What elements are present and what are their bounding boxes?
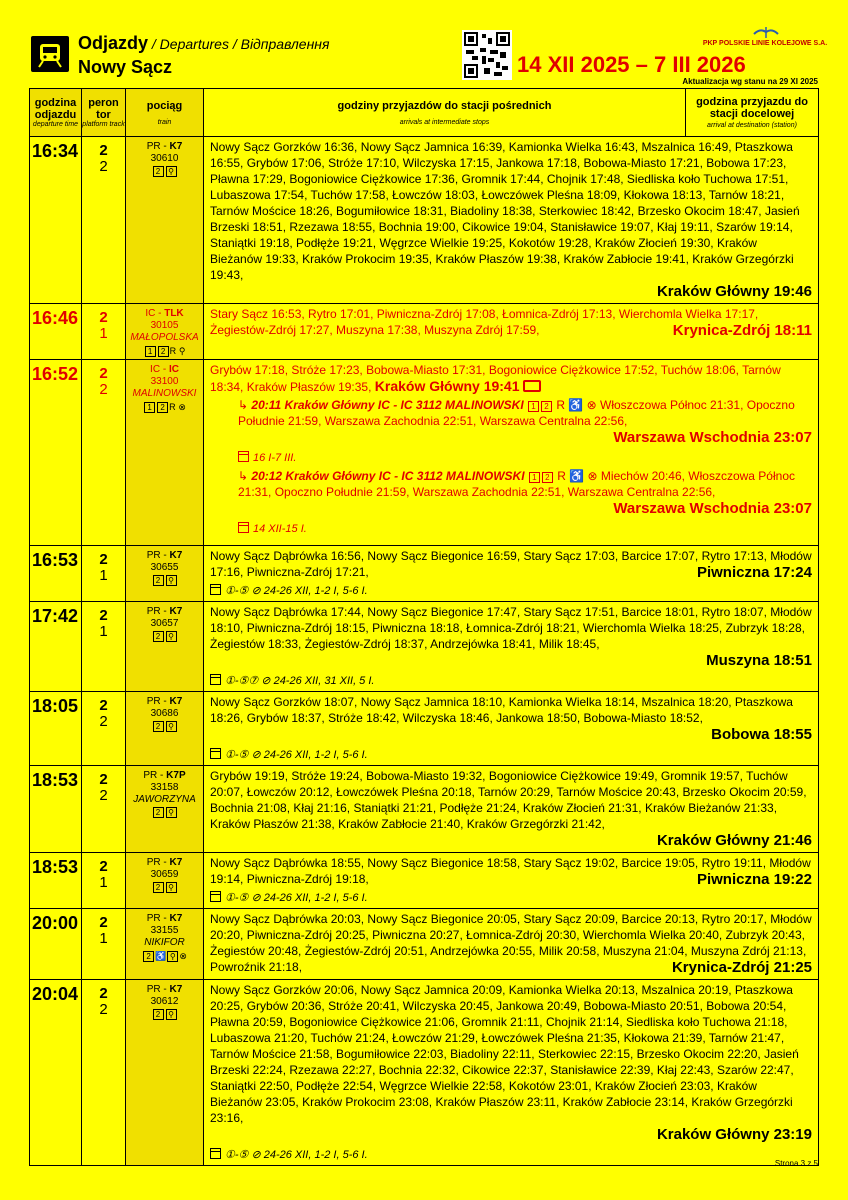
class-2-icon: 2 bbox=[153, 721, 164, 732]
bicycle-icon: ⚲ bbox=[166, 166, 177, 177]
class-2-icon: 2 bbox=[158, 346, 169, 357]
calendar-icon bbox=[210, 1148, 221, 1159]
train-info: PR - K7 30659 2 ⚲ bbox=[126, 853, 204, 909]
restaurant-icon: ⊗ bbox=[179, 951, 187, 961]
calendar-icon bbox=[210, 674, 221, 685]
platform-track: 2 1 bbox=[82, 909, 126, 980]
table-header-row bbox=[30, 89, 819, 137]
bicycle-icon: ⚲ bbox=[166, 575, 177, 586]
table-row bbox=[30, 304, 819, 360]
destination: Krynica-Zdrój 18:11 bbox=[672, 322, 812, 339]
platform-track: 2 2 bbox=[82, 137, 126, 304]
update-note: Aktualizacja wg stanu na 29 XI 2025 bbox=[682, 77, 818, 86]
stops-cell: Grybów 17:18, Stróże 17:23, Bobowa-Miasto 17:31, Bogoniowice Ciężkowice 17:52, Tuchów 18:06, Tarnów 18:34, Kraków Płaszów 19:35, Kraków Główny 19:41 ↳ 20:11 Kraków Główny IC - IC 3112 MALINOWSKI 1 2 R ♿ ⊗ Włoszczowa Północ 21:31, Opoczno Południe 21:59, Warszawa Zachodnia 22:51, Warszawa Centralna 22:56, Warszawa Wschodnia 23:07 16 I-7 III. ↳ 20:12 Kraków Główny IC - IC 3112 MALINOWSKI 1 2 R ♿ ⊗ Miechów 20:46, Włoszczowa Północ 21:31, Opoczno Południe 21:59, Warszawa Zachodnia 22:51, Warszawa Centralna 22:56, Warszawa Wschodnia 23:07 14 XII-15 I. bbox=[204, 360, 819, 546]
class-2-icon: 2 bbox=[153, 1009, 164, 1020]
stops-cell: Nowy Sącz Gorzków 16:36, Nowy Sącz Jamnica 16:39, Kamionka Wielka 16:43, Mszalnica 16:49, Ptaszkowa 16:55, Grybów 17:06, Stróże 17:10, Wilczyska 17:15, Jankowa 17:18, Bobowa-Miasto 17:21, Bobowa 17:23, Pławna 17:29, Bogoniowice Ciężkowice 17:36, Gromnik 17:44, Chojnik 17:48, Siedliska koło Tuchowa 17:51, Lubaszowa 17:54, Tuchów 17:58, Łowczów 18:03, Łowczówek Pleśna 18:09, Kłokowa 18:13, Tarnów 18:21, Tarnów Mościce 18:26, Bogumiłowice 18:31, Biadoliny 18:38, Sterkowiec 18:42, Brzesko Okocim 18:47, Jasień Brzeski 18:51, Rzezawa 18:55, Bochnia 19:00, Cikowice 19:04, Stanisławice 19:07, Kłaj 19:11, Szarów 19:14, Staniątki 19:18, Podłęże 19:21, Węgrzce Wielkie 19:25, Kokotów 19:28, Kraków Złocień 19:30, Kraków Bieżanów 19:33, Kraków Prokocim 19:35, Kraków Płaszów 19:38, Kraków Zabłocie 19:41, Kraków Grzegórzki 19:43, Kraków Główny 19:46 bbox=[204, 137, 819, 304]
train-info: PR - K7 30655 2 ⚲ bbox=[126, 546, 204, 602]
class-2-icon: 2 bbox=[153, 882, 164, 893]
connection-destination: Warszawa Wschodnia 23:07 bbox=[613, 500, 812, 517]
departure-time: 20:04 bbox=[30, 980, 82, 1166]
table-row bbox=[30, 692, 819, 766]
col-header-time: godzina odjazdu departure time bbox=[30, 89, 82, 137]
transfer-station: Kraków Główny 19:41 bbox=[374, 378, 520, 394]
class-2-icon: 2 bbox=[153, 807, 164, 818]
col-header-stops: godziny przyjazdów do stacji pośrednich arrivals at intermediate stops bbox=[204, 89, 686, 137]
bicycle-icon: ⚲ bbox=[167, 951, 178, 962]
bicycle-icon: ⚲ bbox=[166, 721, 177, 732]
qr-code-icon bbox=[462, 30, 512, 80]
platform-track: 2 1 bbox=[82, 304, 126, 360]
departure-time: 18:05 bbox=[30, 692, 82, 766]
platform-track: 2 2 bbox=[82, 980, 126, 1166]
stops-cell: Nowy Sącz Dąbrówka 18:55, Nowy Sącz Biegonice 18:58, Stary Sącz 19:02, Barcice 19:05, Rytro 19:11, Młodów 19:14, Piwniczna-Zdrój 19:18, Piwniczna 19:22 ①-⑤ ⊘ 24-26 XII, 1-2 I, 5-6 I. bbox=[204, 853, 819, 909]
platform-track: 2 1 bbox=[82, 546, 126, 602]
table-row bbox=[30, 546, 819, 602]
platform-track: 2 2 bbox=[82, 766, 126, 853]
destination: Krynica-Zdrój 21:25 bbox=[671, 959, 812, 976]
class-1-icon: 1 bbox=[144, 402, 155, 413]
bicycle-icon: ⚲ bbox=[166, 882, 177, 893]
destination: Piwniczna 19:22 bbox=[696, 871, 812, 888]
class-2-icon: 2 bbox=[153, 631, 164, 642]
col-header-platform: peron tor platform track bbox=[82, 89, 126, 137]
class-2-icon: 2 bbox=[153, 166, 164, 177]
train-info: PR - K7 30612 2 ⚲ bbox=[126, 980, 204, 1166]
departure-time: 16:53 bbox=[30, 546, 82, 602]
table-row bbox=[30, 137, 819, 304]
calendar-icon bbox=[238, 451, 249, 462]
table-row bbox=[30, 360, 819, 546]
destination: Muszyna 18:51 bbox=[706, 652, 812, 669]
stops-cell: Stary Sącz 16:53, Rytro 17:01, Piwniczna-Zdrój 17:08, Łomnica-Zdrój 17:13, Wierchomla Wielka 17:17, Żegiestów-Zdrój 17:27, Muszyna 17:38, Muszyna Zdrój 17:59, Krynica-Zdrój 18:11 bbox=[204, 304, 819, 360]
departure-time: 18:53 bbox=[30, 766, 82, 853]
departure-time: 16:52 bbox=[30, 360, 82, 546]
train-info: PR - K7 30657 2 ⚲ bbox=[126, 602, 204, 692]
stops-cell: Grybów 19:19, Stróże 19:24, Bobowa-Miasto 19:32, Bogoniowice Ciężkowice 19:49, Gromnik 19:57, Tuchów 20:07, Łowczów 20:12, Łowczówek Pleśna 20:18, Tarnów 20:29, Tarnów Mościce 20:43, Brzesko Okocim 20:59, Bochnia 21:08, Kłaj 21:16, Staniątki 21:21, Podłęże 21:24, Kraków Złocień 21:31, Kraków Bieżanów 21:33, Kraków Płaszów 21:38, Kraków Zabłocie 21:40, Kraków Grzegórzki 21:42, Kraków Główny 21:46 bbox=[204, 766, 819, 853]
departure-time: 16:46 bbox=[30, 304, 82, 360]
table-row bbox=[30, 909, 819, 980]
calendar-icon bbox=[238, 522, 249, 533]
restaurant-icon: ⊗ bbox=[178, 402, 186, 412]
calendar-icon bbox=[210, 891, 221, 902]
train-info: IC - IC 33100 MALINOWSKI 1 2 R ⊗ bbox=[126, 360, 204, 546]
connection-2: ↳ 20:12 Kraków Główny IC - IC 3112 MALINOWSKI 1 2 R ♿ ⊗ Miechów 20:46, Włoszczowa Północ 21:31, Opoczno Południe 21:59, Warszawa Zachodnia 22:51, Warszawa Centralna 22:56, Warszawa Wschodnia 23:07 14 XII-15 I. bbox=[238, 469, 812, 535]
table-row bbox=[30, 853, 819, 909]
table-row bbox=[30, 980, 819, 1166]
departures-table bbox=[29, 88, 819, 1166]
train-info: PR - K7 30610 2 ⚲ bbox=[126, 137, 204, 304]
col-header-destination: godzina przyjazdu do stacji docelowej arrival at destination (station) bbox=[686, 89, 819, 137]
platform-track: 2 1 bbox=[82, 853, 126, 909]
destination: Kraków Główny 23:19 bbox=[656, 1126, 812, 1143]
destination: Bobowa 18:55 bbox=[711, 726, 812, 743]
departure-time: 16:34 bbox=[30, 137, 82, 304]
class-2-icon: 2 bbox=[153, 575, 164, 586]
departure-time: 17:42 bbox=[30, 602, 82, 692]
class-2-icon: 2 bbox=[143, 951, 154, 962]
destination: Piwniczna 17:24 bbox=[696, 564, 812, 581]
validity-date-range: 14 XII 2025 – 7 III 2026 bbox=[517, 52, 746, 77]
stops-cell: Nowy Sącz Gorzków 20:06, Nowy Sącz Jamnica 20:09, Kamionka Wielka 20:13, Mszalnica 20:19, Ptaszkowa 20:25, Grybów 20:36, Stróże 20:41, Wilczyska 20:45, Jankowa 20:49, Bobowa-Miasto 20:51, Bobowa 20:54, Pławna 20:59, Bogoniowice Ciężkowice 21:06, Gromnik 21:11, Chojnik 21:14, Siedliska koło Tuchowa 21:18, Lubaszowa 21:20, Tuchów 21:24, Łowczów 21:29, Łowczówek Pleśna 21:35, Kłokowa 21:39, Tarnów 21:47, Tarnów Mościce 21:58, Bogumiłowice 22:03, Biadoliny 22:11, Sterkowiec 22:15, Brzesko Okocim 22:20, Jasień Brzeski 22:24, Rzezawa 22:27, Bochnia 22:32, Cikowice 22:37, Stanisławice 22:39, Kłaj 22:43, Szarów 22:47, Staniątki 22:50, Podłęże 22:54, Węgrzce Wielkie 22:58, Kokotów 23:01, Kraków Złocień 23:03, Kraków Bieżanów 23:05, Kraków Prokocim 23:08, Kraków Płaszów 23:11, Kraków Zabłocie 23:14, Kraków Grzegórzki 23:16, Kraków Główny 23:19 ①-⑤ ⊘ 24-26 XII, 1-2 I, 5-6 I. bbox=[204, 980, 819, 1166]
destination: Kraków Główny 19:46 bbox=[656, 283, 812, 300]
connection-1: ↳ 20:11 Kraków Główny IC - IC 3112 MALINOWSKI 1 2 R ♿ ⊗ Włoszczowa Północ 21:31, Opoczno Południe 21:59, Warszawa Zachodnia 22:51, Warszawa Centralna 22:56, Warszawa Wschodnia 23:07 16 I-7 III. bbox=[238, 398, 812, 464]
col-header-train: pociąg train bbox=[126, 89, 204, 137]
stops-cell: Nowy Sącz Gorzków 18:07, Nowy Sącz Jamnica 18:10, Kamionka Wielka 18:14, Mszalnica 18:20, Ptaszkowa 18:26, Grybów 18:37, Stróże 18:42, Wilczyska 18:46, Jankowa 18:50, Bobowa-Miasto 18:52, Bobowa 18:55 ①-⑤ ⊘ 24-26 XII, 1-2 I, 5-6 I. bbox=[204, 692, 819, 766]
train-info: IC - TLK 30105 MAŁOPOLSKA 1 2 R ⚲ bbox=[126, 304, 204, 360]
calendar-icon bbox=[210, 584, 221, 595]
page-number: Strona 3 z 5 bbox=[774, 1159, 818, 1168]
stops-cell: Nowy Sącz Dąbrówka 17:44, Nowy Sącz Biegonice 17:47, Stary Sącz 17:51, Barcice 18:01, Rytro 18:07, Młodów 18:10, Piwniczna-Zdrój 18:15, Piwniczna 18:18, Łomnica-Zdrój 18:21, Wierchomla Wielka 18:25, Zubrzyk 18:28, Żegiestów 18:33, Żegiestów-Zdrój 18:37, Andrzejówka 18:41, Milik 18:45, Muszyna 18:51 ①-⑤⑦ ⊘ 24-26 XII, 31 XII, 5 I. bbox=[204, 602, 819, 692]
bus-icon bbox=[523, 380, 541, 392]
train-info: PR - K7 30686 2 ⚲ bbox=[126, 692, 204, 766]
table-row bbox=[30, 766, 819, 853]
table-row bbox=[30, 602, 819, 692]
class-1-icon: 1 bbox=[145, 346, 156, 357]
stops-cell: Nowy Sącz Dąbrówka 16:56, Nowy Sącz Biegonice 16:59, Stary Sącz 17:03, Barcice 17:07, Rytro 17:13, Młodów 17:16, Piwniczna-Zdrój 17:21, Piwniczna 17:24 ①-⑤ ⊘ 24-26 XII, 1-2 I, 5-6 I. bbox=[204, 546, 819, 602]
page-header bbox=[0, 0, 848, 88]
platform-track: 2 2 bbox=[82, 692, 126, 766]
bicycle-icon: ⚲ bbox=[166, 631, 177, 642]
train-icon bbox=[31, 36, 69, 72]
bicycle-icon: ⚲ bbox=[166, 807, 177, 818]
class-2-icon: 2 bbox=[157, 402, 168, 413]
bicycle-icon: ⚲ bbox=[178, 346, 186, 356]
stops-cell: Nowy Sącz Dąbrówka 20:03, Nowy Sącz Biegonice 20:05, Stary Sącz 20:09, Barcice 20:13, Rytro 20:17, Młodów 20:20, Piwniczna-Zdrój 20:25, Piwniczna 20:27, Łomnica-Zdrój 20:30, Wierchomla Wielka 20:40, Zubrzyk 20:43, Żegiestów 20:48, Żegiestów-Zdrój 20:51, Andrzejówka 20:55, Milik 20:58, Muszyna 21:04, Muszyna Zdrój 21:13, Powroźnik 21:18, Krynica-Zdrój 21:25 bbox=[204, 909, 819, 980]
accessible-icon: ♿ bbox=[155, 951, 167, 961]
train-info: PR - K7 33155 NIKIFOR 2 ♿ ⚲ ⊗ bbox=[126, 909, 204, 980]
pkp-logo-text: PKP POLSKIE LINIE KOLEJOWE S.A. bbox=[702, 40, 828, 47]
calendar-icon bbox=[210, 748, 221, 759]
platform-track: 2 1 bbox=[82, 602, 126, 692]
page-title: Odjazdy / Departures / Відправлення bbox=[78, 33, 330, 53]
train-info: PR - K7P 33158 JAWORZYNA 2 ⚲ bbox=[126, 766, 204, 853]
departure-time: 20:00 bbox=[30, 909, 82, 980]
connection-destination: Warszawa Wschodnia 23:07 bbox=[613, 429, 812, 446]
destination: Kraków Główny 21:46 bbox=[656, 832, 812, 849]
station-name: Nowy Sącz bbox=[78, 57, 173, 77]
departure-time: 18:53 bbox=[30, 853, 82, 909]
platform-track: 2 2 bbox=[82, 360, 126, 546]
bicycle-icon: ⚲ bbox=[166, 1009, 177, 1020]
